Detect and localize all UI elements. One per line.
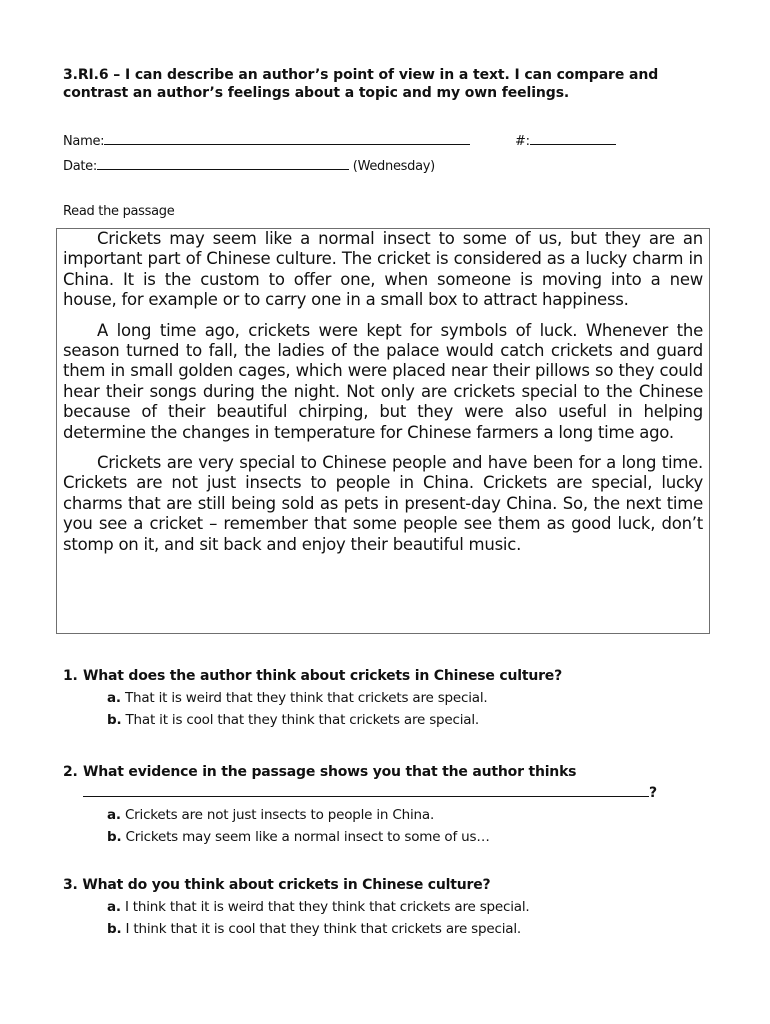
number-label: #: xyxy=(515,134,530,149)
number-blank[interactable] xyxy=(530,132,616,145)
question-2 xyxy=(63,764,657,845)
passage-paragraph: A long time ago, crickets were kept for symbols of luck. Whenever the season turned to fall, the ladies of the palace would catch crickets and guard them in small golden cages, which were placed near their pillows so they could hear their songs during the night. Not only are crickets special to the Chinese because of their beautiful chirping, but they were also useful in helping determine the changes in temperature for Chinese farmers a long time ago. xyxy=(63,320,703,442)
date-blank[interactable] xyxy=(97,157,349,170)
question-number: 3. xyxy=(63,877,78,893)
option-a[interactable] xyxy=(107,690,562,706)
answer-blank[interactable] xyxy=(83,784,649,797)
question-text: What do you think about crickets in Chinese culture? xyxy=(82,877,491,893)
passage-box xyxy=(56,228,710,634)
name-label: Name: xyxy=(63,134,105,149)
option-letter: b. xyxy=(107,712,122,728)
question-text: What evidence in the passage shows you that the author thinks xyxy=(83,764,577,780)
question-number: 1. xyxy=(63,668,78,684)
passage-paragraph: Crickets may seem like a normal insect to some of us, but they are an important part of Chinese culture. The cricket is considered as a lucky charm in China. It is the custom to offer one, when someone is moving into a new house, for example or to carry one in a small box to attract happiness. xyxy=(63,229,703,310)
question-1 xyxy=(63,668,562,728)
option-text: I think that it is weird that they think that crickets are special. xyxy=(124,899,530,915)
option-letter: b. xyxy=(107,829,122,845)
option-letter: a. xyxy=(107,807,121,823)
date-field[interactable] xyxy=(63,157,435,174)
name-blank[interactable] xyxy=(104,132,470,145)
passage-paragraph: Crickets are very special to Chinese people and have been for a long time. Crickets are not just insects to people in China. Crickets are special, lucky charms that are still being sold as pets in present-day China. So, the next time you see a cricket – remember that some people see them as good luck, don’t stomp on it, and sit back and enjoy their beautiful music. xyxy=(63,453,703,554)
option-text: Crickets may seem like a normal insect to some of us… xyxy=(125,829,490,845)
option-text: That it is cool that they think that crickets are special. xyxy=(125,712,479,728)
option-letter: a. xyxy=(107,690,121,706)
learning-standard: 3.RI.6 – I can describe an author’s point of view in a text. I can compare and contrast an author’s feelings about a topic and my own feelings. xyxy=(63,67,659,101)
read-instruction: Read the passage xyxy=(63,204,175,219)
date-label: Date: xyxy=(63,159,97,174)
option-text: Crickets are not just insects to people in China. xyxy=(124,807,435,823)
date-day: (Wednesday) xyxy=(352,159,435,174)
option-letter: b. xyxy=(107,921,122,937)
option-text: I think that it is cool that they think that crickets are special. xyxy=(125,921,521,937)
question-suffix: ? xyxy=(649,785,657,801)
option-b[interactable] xyxy=(107,921,530,937)
question-3 xyxy=(63,877,530,937)
option-letter: a. xyxy=(107,899,121,915)
option-text: That it is weird that they think that crickets are special. xyxy=(124,690,488,706)
option-a[interactable] xyxy=(107,807,657,823)
option-b[interactable] xyxy=(107,829,657,845)
option-b[interactable] xyxy=(107,712,562,728)
question-text: What does the author think about crickets in Chinese culture? xyxy=(83,668,563,684)
name-field[interactable] xyxy=(63,132,470,149)
number-field[interactable] xyxy=(515,132,616,149)
question-number: 2. xyxy=(63,764,78,780)
option-a[interactable] xyxy=(107,899,530,915)
